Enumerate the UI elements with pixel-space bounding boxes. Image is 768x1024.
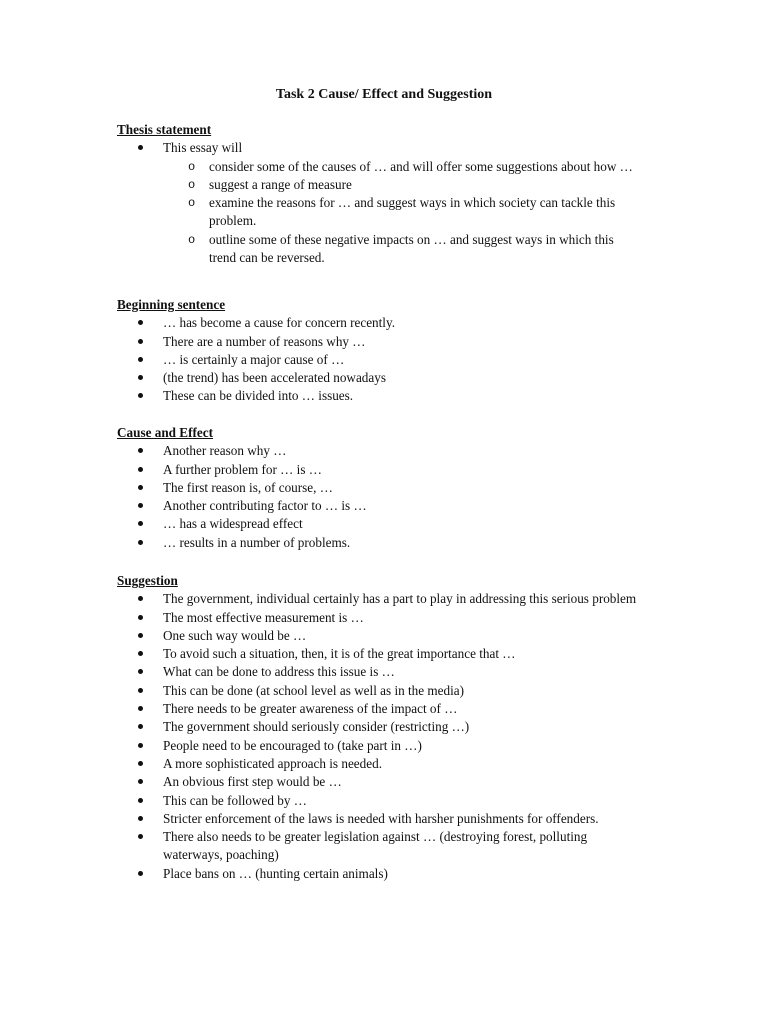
sub-list-item: o consider some of the causes of … and will offer some suggestions about how …: [117, 158, 637, 176]
list-item: The government, individual certainly has a part to play in addressing this serious problem: [117, 590, 637, 608]
section-heading: Cause and Effect: [117, 425, 213, 440]
list-item: There also needs to be greater legislation against … (destroying forest, polluting waterways, poaching): [117, 828, 637, 865]
list-item: An obvious first step would be …: [117, 773, 637, 791]
list-item: This essay will: [117, 139, 637, 157]
list-item: … results in a number of problems.: [117, 534, 637, 552]
section-beginning-sentence: [117, 296, 637, 406]
sub-bullet-list: [117, 158, 637, 268]
list-item: The most effective measurement is …: [117, 609, 637, 627]
bullet-list: [117, 314, 637, 405]
list-item: … has a widespread effect: [117, 515, 637, 533]
list-item: What can be done to address this issue is …: [117, 663, 637, 681]
section-heading: Suggestion: [117, 573, 178, 588]
document-title: Task 2 Cause/ Effect and Suggestion: [275, 87, 493, 102]
list-item: This can be done (at school level as well as in the media): [117, 682, 637, 700]
sub-list-item: o examine the reasons for … and suggest ways in which society can tackle this problem.: [117, 194, 637, 231]
list-item: People need to be encouraged to (take part in …): [117, 737, 637, 755]
list-item: Another reason why …: [117, 442, 637, 460]
list-item: These can be divided into … issues.: [117, 387, 637, 405]
list-item: To avoid such a situation, then, it is of the great importance that …: [117, 645, 637, 663]
list-item: … has become a cause for concern recently.: [117, 314, 637, 332]
list-item: This can be followed by …: [117, 792, 637, 810]
sub-list-item: o suggest a range of measure: [117, 176, 637, 194]
list-item: A more sophisticated approach is needed.: [117, 755, 637, 773]
list-item: There are a number of reasons why …: [117, 333, 637, 351]
section-cause-and-effect: [117, 424, 637, 552]
list-item: A further problem for … is …: [117, 461, 637, 479]
list-item: The government should seriously consider (restricting …): [117, 718, 637, 736]
section-heading: Beginning sentence: [117, 297, 226, 312]
list-item: Another contributing factor to … is …: [117, 497, 637, 515]
bullet-list: [117, 590, 637, 883]
list-item: There needs to be greater awareness of the impact of …: [117, 700, 637, 718]
list-item: The first reason is, of course, …: [117, 479, 637, 497]
list-item: One such way would be …: [117, 627, 637, 645]
list-item: … is certainly a major cause of …: [117, 351, 637, 369]
bullet-list: [117, 442, 637, 552]
sub-list-item: o outline some of these negative impacts on … and suggest ways in which this trend can be reversed.: [117, 231, 637, 268]
list-item: Place bans on … (hunting certain animals): [117, 865, 637, 883]
list-item: (the trend) has been accelerated nowadays: [117, 369, 637, 387]
section-suggestion: [117, 572, 637, 883]
list-item: Stricter enforcement of the laws is needed with harsher punishments for offenders.: [117, 810, 637, 828]
section-heading: Thesis statement: [117, 122, 212, 137]
bullet-list: [117, 139, 637, 157]
section-thesis-statement: [117, 121, 637, 267]
